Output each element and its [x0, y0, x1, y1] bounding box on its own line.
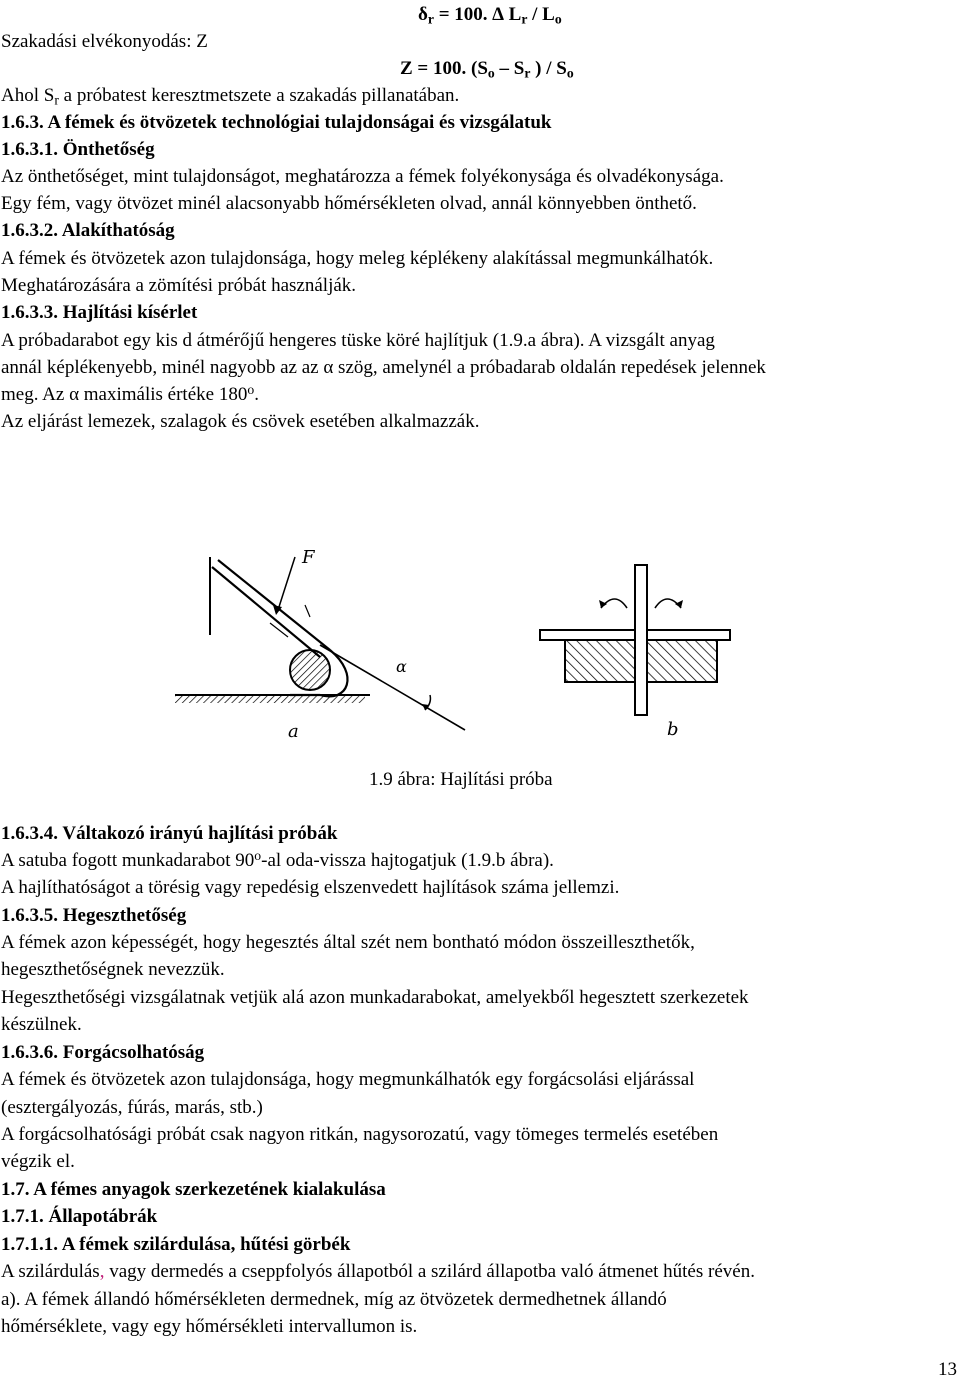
- subsection-heading: 1.6.3.6. Forgácsolhatóság: [1, 1042, 205, 1063]
- formula-reduction: Z = 100. ($S_o - S_r$ ) / $S_o$: [400, 58, 574, 81]
- figure-caption: 1.9 ábra: Hajlítási próba: [369, 769, 553, 790]
- force-label: F: [302, 547, 315, 568]
- text-line: A forgácsolhatósági próbát csak nagyon ritkán, nagysorozatú, vagy tömeges termelés esetében: [1, 1124, 719, 1145]
- text-line: meg. Az α maximális értéke 180$^o$.: [1, 381, 259, 405]
- alpha-label: α: [396, 657, 407, 676]
- figure-label-b: b: [667, 719, 679, 740]
- text-line: hőmérséklete, vagy egy hőmérsékleti intervallumon is.: [1, 1316, 418, 1337]
- subsection-heading: 1.6.3.2. Alakíthatóság: [1, 220, 175, 241]
- page-number: 13: [938, 1359, 957, 1380]
- text-line: Meghatározására a zömítési próbát használják.: [1, 275, 357, 296]
- text-line: A hajlíthatóságot a törésig vagy repedésig elszenvedett hajlítások száma jellemzi.: [1, 877, 620, 898]
- text-line: a). A fémek állandó hőmérsékleten dermednek, míg az ötvözetek dermedhetnek állandó: [1, 1289, 667, 1310]
- text-line: A satuba fogott munkadarabot 90$^o$-al oda-vissza hajtogatjuk (1.9.b ábra).: [1, 847, 554, 871]
- text-line: A fémek azon képességét, hogy hegesztés által szét nem bontható módon összeilleszthetők,: [1, 932, 695, 953]
- text-line: Egy fém, vagy ötvözet minél alacsonyabb hőmérsékleten olvad, annál könnyebben önthető.: [1, 193, 697, 214]
- subsection-heading: 1.6.3.4. Váltakozó irányú hajlítási próbák: [1, 823, 338, 844]
- section-heading: 1.6.3. A fémek és ötvözetek technológiai tulajdonságai és vizsgálatuk: [1, 112, 552, 133]
- text-line: Hegeszthetőségi vizsgálatnak vetjük alá azon munkadarabokat, amelyekből hegesztett szerkezetek: [1, 987, 749, 1008]
- text-line: Az önthetőséget, mint tulajdonságot, meghatározza a fémek folyékonysága és olvadékonysága.: [1, 166, 724, 187]
- subsection-heading: 1.6.3.3. Hajlítási kísérlet: [1, 302, 198, 323]
- text-line: hegeszthetőségnek nevezzük.: [1, 959, 225, 980]
- text-line: A szilárdulás, vagy dermedés a cseppfolyós állapotból a szilárd állapotba való átmenet hűtés révén.: [1, 1261, 755, 1282]
- formula-elongation: $\delta_r = 100$. ∆ $L_r / L_o$: [418, 4, 562, 27]
- text-line: Ahol $S_r$ a próbatest keresztmetszete a szakadás pillanatában.: [1, 85, 460, 108]
- text-line: készülnek.: [1, 1014, 82, 1035]
- text-line: (esztergályozás, fúrás, marás, stb.): [1, 1097, 263, 1118]
- text-line: A fémek és ötvözetek azon tulajdonsága, hogy megmunkálhatók egy forgácsolási eljárással: [1, 1069, 695, 1090]
- text-line: Szakadási elvékonyodás: Z: [1, 31, 208, 52]
- subsection-heading: 1.7.1. Állapotábrák: [1, 1206, 158, 1227]
- subsection-heading: 1.6.3.5. Hegeszthetőség: [1, 905, 187, 926]
- bending-test-figure-b: [535, 560, 735, 740]
- text-line: Az eljárást lemezek, szalagok és csövek esetében alkalmazzák.: [1, 411, 480, 432]
- text-line: annál képlékenyebb, minél nagyobb az az α szög, amelynél a próbadarab oldalán repedések jelennek: [1, 357, 766, 378]
- subsection-heading: 1.7.1.1. A fémek szilárdulása, hűtési görbék: [1, 1234, 351, 1255]
- text-line: végzik el.: [1, 1151, 75, 1172]
- text-line: A próbadarabot egy kis d átmérőjű hengeres tüske köré hajlítjuk (1.9.a ábra). A vizsgált anyag: [1, 330, 715, 351]
- bending-test-figure-a: [170, 545, 470, 745]
- section-heading: 1.7. A fémes anyagok szerkezetének kialakulása: [1, 1179, 386, 1200]
- text-line: A fémek és ötvözetek azon tulajdonsága, hogy meleg képlékeny alakítással megmunkálhatók.: [1, 248, 714, 269]
- subsection-heading: 1.6.3.1. Önthetőség: [1, 139, 155, 160]
- figure-label-a: a: [288, 721, 299, 742]
